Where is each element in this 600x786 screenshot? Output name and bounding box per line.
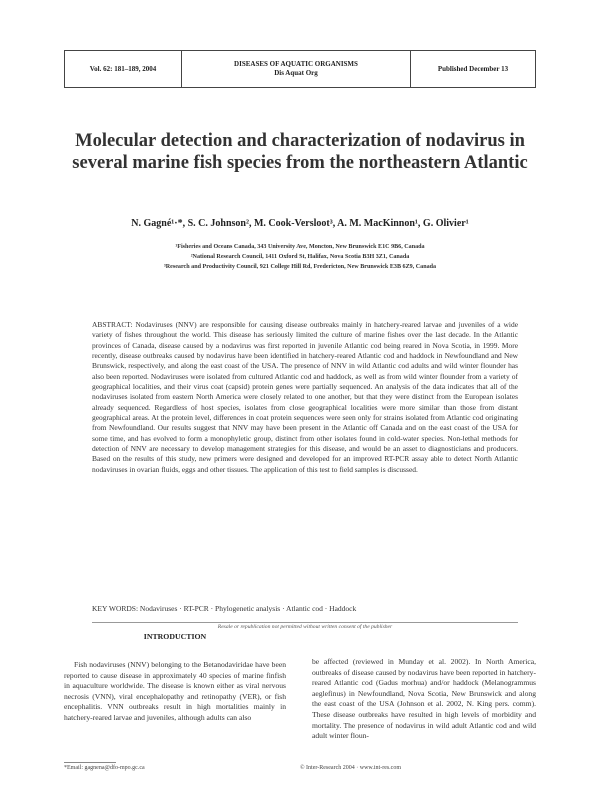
journal-name: DISEASES OF AQUATIC ORGANISMS xyxy=(234,60,358,68)
resale-notice: Resale or republication not permitted without written consent of the publisher xyxy=(217,624,393,630)
paper-title: Molecular detection and characterization of nodavirus in several marine fish species from the northeastern Atlantic xyxy=(72,131,528,173)
affiliation-2: ²National Research Council, 1411 Oxford St, Halifax, Nova Scotia B3H 3Z1, Canada xyxy=(190,254,410,260)
body-column-right xyxy=(312,657,536,742)
copyright-notice: © Inter-Research 2004 · www.int-res.com xyxy=(300,765,402,771)
section-divider xyxy=(92,622,518,623)
corresponding-email: *Email: gagnena@dfo-mpo.gc.ca xyxy=(64,765,145,771)
abstract: ABSTRACT: Nodaviruses (NNV) are responsible for causing disease outbreaks mainly in hatchery-reared larvae and juveniles of a wide variety of fishes throughout the world. This disease has seriously limited the culture of marine fishes over the last decade. In the Atlantic provinces of Canada, disease caused by a nodavirus was first reported in juvenile Atlantic cod being reared in Nova Scotia, in 1999. More recently, disease outbreaks caused by nodavirus have been identified in hatchery-reared Atlantic cod and haddock in Newfoundland and New Brunswick, respectively, and along the east coast of the USA. The presence of NNV in wild Atlantic cod adults and wild winter flounder has also been reported. Nodaviruses were isolated from cultured Atlantic cod and haddock, as well as from wild winter flounder from a variety of geographical localities, and their virus coat (capsid) protein genes were partially sequenced. An analysis of the data indicates that all of the nodaviruses isolated from eastern North America were closely related to one another, but that they were distinct from the European isolates already sequenced. Regardless of host species, isolates from close geographical localities were more similar than those from distant geographical areas. At the protein level, differences in coat protein sequences were seen only for strains isolated from Atlantic cod originating from Newfoundland. Our results suggest that NNV may have been present in the Atlantic off Canada and on the east coast of the USA for some time, and has evolved to form a monophyletic group, distinct from other isolates found in cold-water species. Non-lethal methods for detection of NNV are necessary to develop management strategies for this disease, and would be an asset to diagnosticians and producers. Based on the results of this study, new primers were designed and developed for an improved RT-PCR assay able to detect North Atlantic nodaviruses in ovarian fluids, eggs and other tissues. The application of this test to field samples is discussed. xyxy=(92,320,518,474)
introduction-heading: INTRODUCTION xyxy=(143,632,207,641)
volume-info: Vol. 62: 181–189, 2004 xyxy=(65,51,182,87)
journal-name-block xyxy=(182,51,411,87)
intro-paragraph-right: be affected (reviewed in Munday et al. 2002). In North America, outbreaks of disease caused by nodavirus have been reported in hatchery-reared Atlantic cod (Gadus morhua) and/or haddock (Melanogrammus aeglefinus) in Newfoundland, Nova Scotia, New Brunswick and along the east coast of the USA (Johnson et al. 2002, N. King pers. comm). These disease outbreaks have resulted in high levels of morbidity and mortality. The presence of nodavirus in wild adult Atlantic cod and wild adult winter floun- xyxy=(312,657,536,741)
body-column-left xyxy=(64,660,286,724)
journal-abbrev: Dis Aquat Org xyxy=(274,69,318,77)
footnote-divider xyxy=(64,762,116,763)
journal-header xyxy=(64,50,536,88)
author-list: N. Gagné¹·*, S. C. Johnson², M. Cook-Versloot³, A. M. MacKinnon¹, G. Olivier¹ xyxy=(131,218,469,229)
affiliation-1: ¹Fisheries and Oceans Canada, 343 University Ave, Moncton, New Brunswick E1C 9B6, Canada xyxy=(175,244,425,250)
keywords: KEY WORDS: Nodaviruses · RT-PCR · Phylogenetic analysis · Atlantic cod · Haddock xyxy=(92,604,357,613)
publication-date: Published December 13 xyxy=(437,65,509,73)
affiliation-3: ³Research and Productivity Council, 921 College Hill Rd, Fredericton, New Brunswick E3B 6Z9, Canada xyxy=(163,264,437,270)
affiliations xyxy=(60,242,540,272)
intro-paragraph-left: Fish nodaviruses (NNV) belonging to the Betanodaviridae have been reported to cause disease in approximately 40 species of marine finfish in aquaculture worldwide. The disease is known either as viral nervous necrosis (VNN), viral encephalopathy and retinopathy (VER), or fish encephalitis. VNN outbreaks result in high mortalities mainly in hatchery-reared larvae and juveniles, although adults can also xyxy=(64,660,286,722)
